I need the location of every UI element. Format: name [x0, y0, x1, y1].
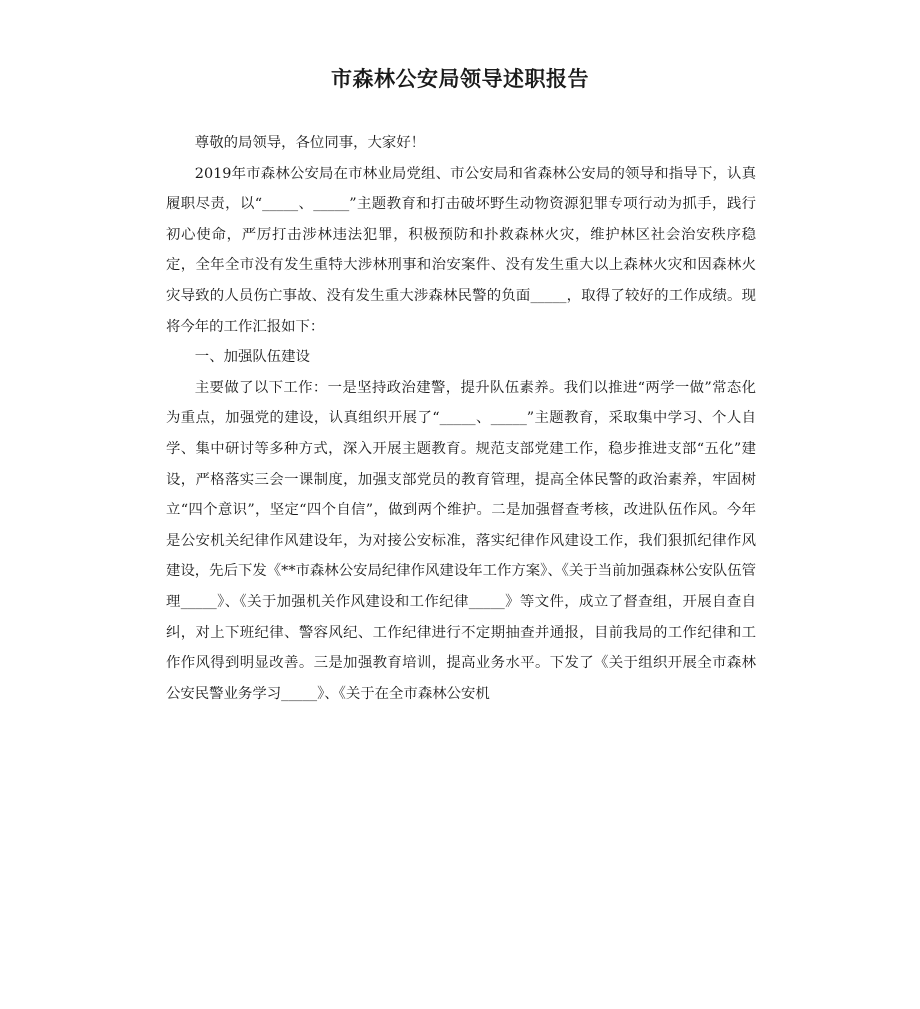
- section-heading: 一、加强队伍建设: [194, 349, 310, 366]
- greeting-paragraph: 尊敬的局领导，各位同事，大家好！: [194, 135, 426, 151]
- body-paragraph: 主要做了以下工作：一是坚持政治建警，提升队伍素养。我们以推进“两学一做”常态化为重点，加强党的建设，认真组织开展了“_____、_____”主题教育，采取集中学习、个人自学、集中研讨等多种方式，深入开展主题教育。规范支部党建工作，稳步推进支部“五化”建设，严格落实三会一课制度，加强支部党员的教育管理，提高全体民警的政治素养，牢固树立“四个意识”，坚定“四个自信”，做到两个维护。二是加强督查考核，改进队伍作风。今年是公安机关纪律作风建设年，为对接公安标准，落实纪律作风建设工作，我们狠抓纪律作风建设，先后下发《**市森林公安局纪律作风建设年工作方案》、《关于当前加强森林公安队伍管理_____》、《关于加强机关作风建设和工作纪律_____》等文件，成立了督查组，开展自查自纠，对上下班纪律、警容风纪、工作纪律进行不定期抽查并通报，目前我局的工作纪律和工作作风得到明显改善。三是加强教育培训，提高业务水平。下发了《关于组织开展全市森林公安民警业务学习_____》、《关于在全市森林公安机: [166, 379, 757, 702]
- document-body: [166, 128, 756, 709]
- intro-paragraph: 2019年市森林公安局在市林业局党组、市公安局和省森林公安局的领导和指导下，认真履职尽责，以“_____、_____”主题教育和打击破坏野生动物资源犯罪专项行动为抓手，践行初心使命，严厉打击涉林违法犯罪，积极预防和扑救森林火灾，维护林区社会治安秩序稳定，全年全市没有发生重特大涉林刑事和治安案件、没有发生重大以上森林火灾和因森林火灾导致的人员伤亡事故、没有发生重大涉森林民警的负面_____，取得了较好的工作成绩。现将今年的工作汇报如下：: [166, 165, 756, 335]
- document-title: 市森林公安局领导述职报告: [331, 67, 589, 91]
